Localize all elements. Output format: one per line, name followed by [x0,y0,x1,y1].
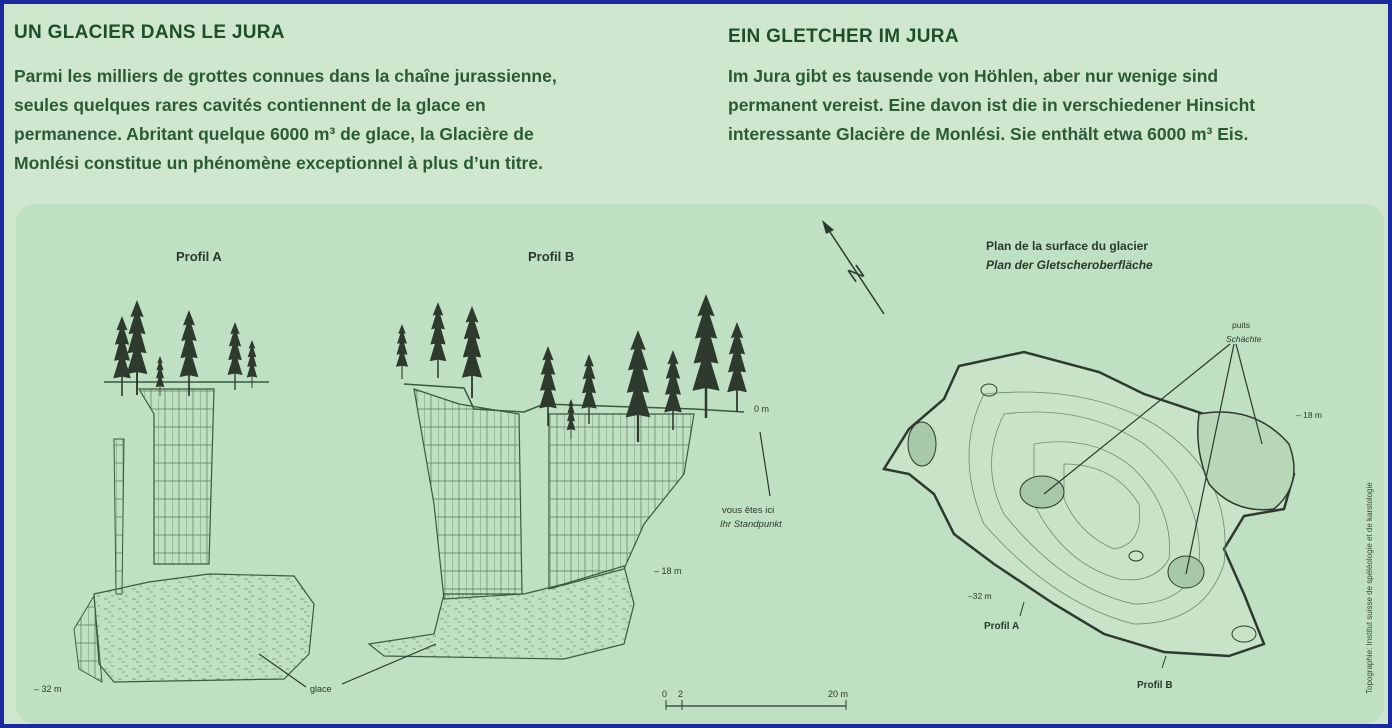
profil-b-section [369,294,747,659]
puits-label: puits [1232,320,1250,330]
depth-18-label: – 18 m [654,566,682,576]
german-title: EIN GLETCHER IM JURA [728,26,959,47]
plan-profil-a-marker [1020,602,1024,616]
plan-profil-a-label: Profil A [984,621,1020,632]
profil-b-label: Profil B [528,249,575,264]
scale-0-label: 0 [662,689,668,699]
profil-a-label: Profil A [176,249,222,264]
plan-profil-b-marker [1162,656,1166,668]
french-line: permanence. Abritant quelque 6000 m³ de glace, la Glacière de [14,124,534,144]
cave-diagram [4,4,1388,724]
plan-title-de: Plan der Gletscheroberfläche [986,258,1153,272]
plan-depth-32-label: –32 m [968,591,992,601]
french-title: UN GLACIER DANS LE JURA [14,22,285,43]
german-line: Im Jura gibt es tausende von Höhlen, aber nur wenige sind [728,66,1219,86]
scale-20-label: 20 m [828,689,849,699]
depth-0-label: 0 m [754,404,770,414]
depth-32-label: – 32 m [34,684,62,694]
schachte-label: Schächte [1226,334,1262,344]
french-line: Parmi les milliers de grottes connues dans la chaîne jurassienne, [14,66,557,86]
plan-profil-b-label: Profil B [1137,680,1173,691]
here-arrow [760,432,770,496]
you-are-here-de: Ihr Standpunkt [720,519,782,530]
german-line: interessante Glacière de Monlési. Sie enthält etwa 6000 m³ Eis. [728,124,1249,144]
scale-2-label: 2 [678,689,684,699]
you-are-here-fr: vous êtes ici [722,505,775,516]
glacier-plan [884,344,1294,656]
north-label: N [844,260,869,288]
german-line: permanent vereist. Eine davon ist die in verschiedener Hinsicht [728,95,1256,115]
north-arrow [822,220,884,314]
french-line: seules quelques rares cavités contiennent de la glace en [14,95,486,115]
scale-bar [662,689,848,710]
glace-label: glace [310,684,332,694]
french-line: Monlési constitue un phénomène exceptionnel à plus d’un titre. [14,153,543,173]
topography-credit: Topographie: Institut suisse de spéléologie et de karstologie [1365,482,1374,694]
profil-a-section [74,300,314,682]
plan-depth-18-label: – 18 m [1296,410,1322,420]
plan-title-fr: Plan de la surface du glacier [986,239,1149,253]
info-sign [4,4,1388,724]
